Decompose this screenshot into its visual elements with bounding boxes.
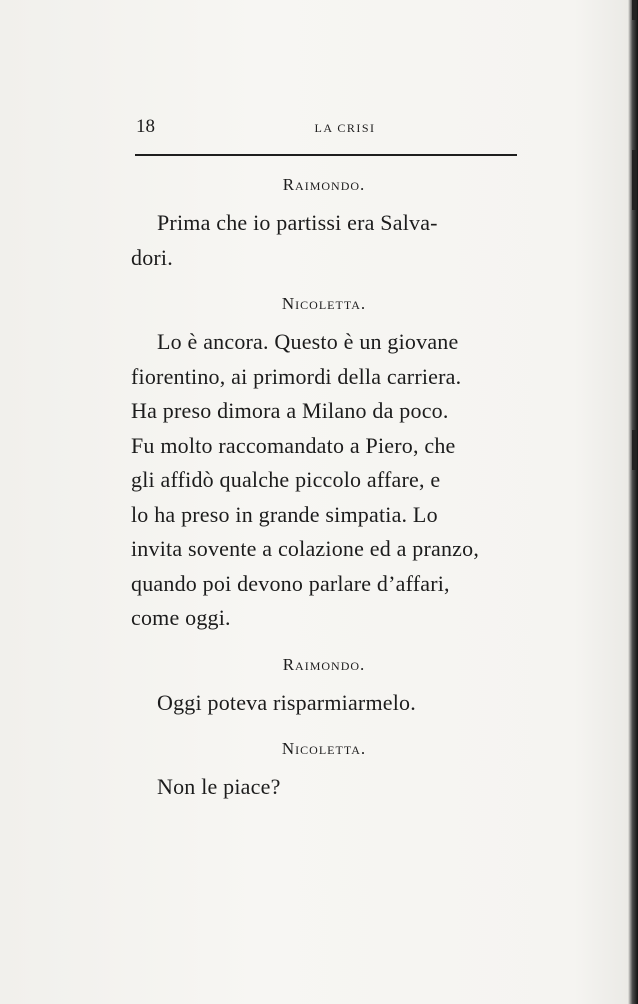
- speech-line: Fu molto raccomandato a Piero, che: [131, 432, 456, 458]
- dialogue-body: [131, 170, 517, 805]
- speech-line: Oggi poteva risparmiarmelo.: [157, 689, 416, 715]
- speaker-name: Raimondo.: [282, 654, 366, 674]
- speech-line: lo ha preso in grande simpatia. Lo: [131, 501, 438, 527]
- page-header: [133, 112, 517, 142]
- speech-block: [131, 325, 517, 636]
- speech-line: fiorentino, ai primordi della carriera.: [131, 363, 462, 389]
- running-title: LA CRISI: [314, 121, 376, 135]
- speech-line: quando poi devono parlare d’affari,: [131, 570, 450, 596]
- binding-mark: [632, 150, 636, 210]
- speech-block: [131, 770, 517, 805]
- speech-line: Prima che io partissi era Salva-: [157, 210, 438, 235]
- speech-line: gli affidò qualche piccolo affare, e: [131, 467, 441, 492]
- binding-mark: [632, 430, 636, 470]
- page-number: 18: [136, 116, 155, 137]
- speech-block: [131, 686, 517, 721]
- speech-block: [131, 206, 517, 275]
- speech-line: Ha preso dimora a Milano da poco.: [131, 398, 449, 423]
- speech-line: Lo è ancora. Questo è un giovane: [157, 329, 459, 354]
- speech-line: Non le piace?: [157, 774, 281, 799]
- speech-line: dori.: [131, 244, 173, 270]
- speaker-name: Nicoletta.: [281, 294, 367, 313]
- speech-line: come oggi.: [131, 605, 231, 630]
- binding-mark: [632, 0, 636, 20]
- speaker-name: Nicoletta.: [281, 739, 367, 758]
- speaker-name: Raimondo.: [282, 175, 366, 194]
- header-rule: [135, 154, 517, 156]
- speech-line: invita sovente a colazione ed a pranzo,: [131, 536, 480, 561]
